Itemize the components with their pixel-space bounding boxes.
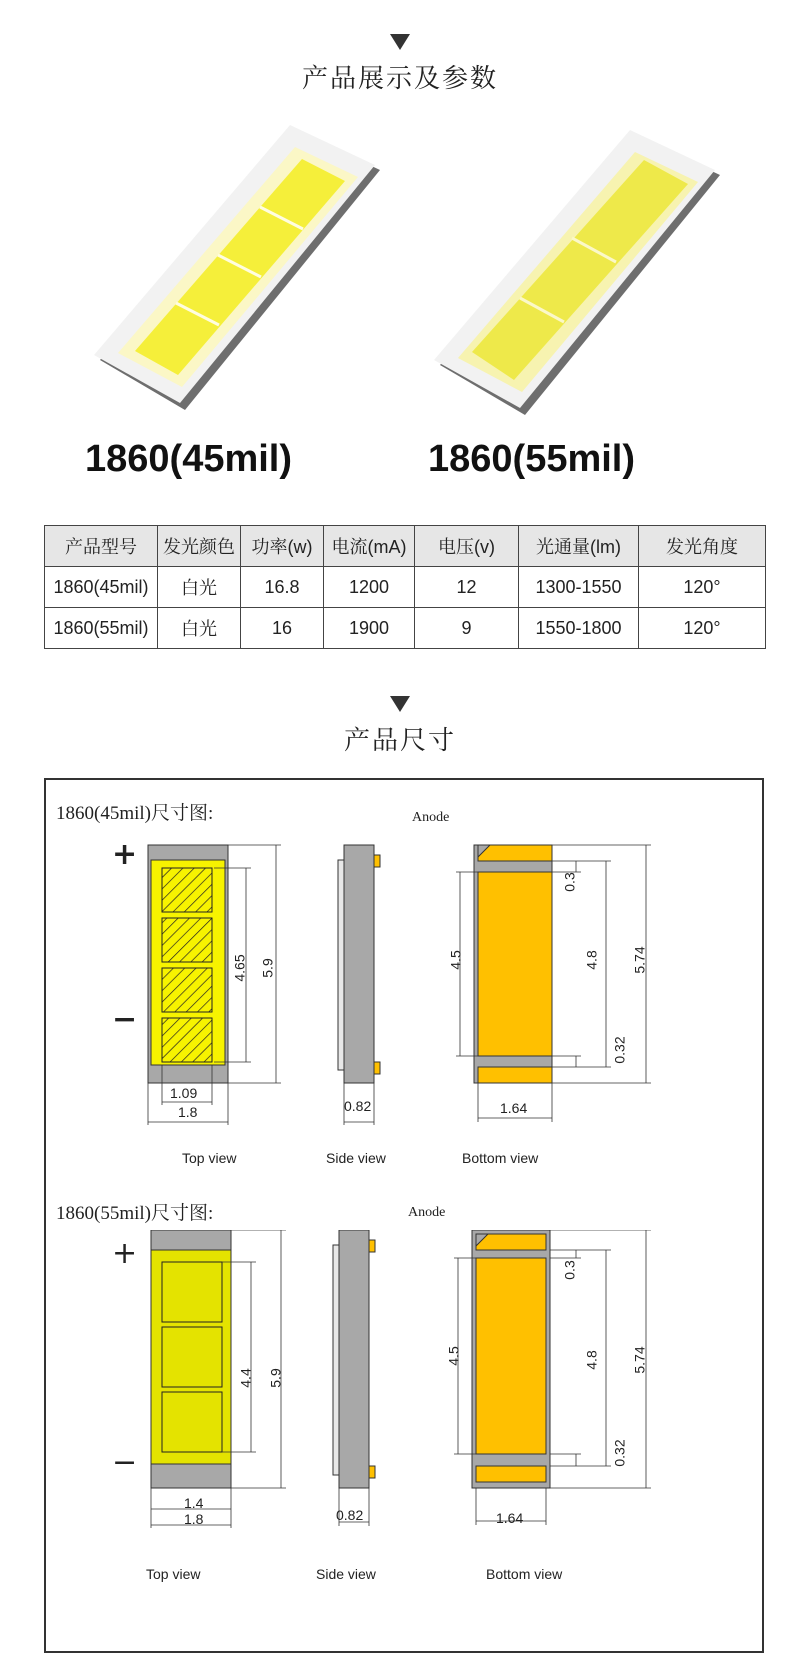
table-cell: 120° [639,608,766,649]
side-view-55mil [321,1230,401,1530]
product-image-45mil [90,125,390,425]
view-label: Bottom view [486,1566,563,1582]
drawing-caption: 1860(45mil)尺寸图: [56,803,214,824]
dim-bottom-bot: 0.32 [611,1036,628,1064]
dim-bottom-outer: 5.74 [631,1346,648,1374]
view-label: Top view [182,1150,237,1166]
dim-bottom-top: 0.3 [561,1260,578,1280]
plus-terminal-icon: + [112,1236,138,1271]
table-cell: 1300-1550 [519,567,639,608]
down-arrow-icon [390,696,410,712]
dim-bottom-width: 1.64 [496,1510,524,1526]
table-header-cell: 电压(v) [415,526,519,567]
product-name-55mil: 1860(55mil) [428,438,636,480]
dim-height-outer: 5.9 [267,1368,284,1388]
dim-side-width: 0.82 [344,1098,372,1114]
plus-terminal-icon: + [112,837,138,872]
table-cell: 120° [639,567,766,608]
table-header-row [45,526,766,567]
table-cell: 1860(55mil) [45,608,158,649]
table-cell: 1860(45mil) [45,567,158,608]
dim-bottom-outer: 5.74 [631,946,648,974]
dim-bottom-mid: 4.8 [583,1350,600,1370]
dim-height-inner: 4.4 [237,1368,254,1388]
dim-height-inner: 4.65 [231,954,248,982]
table-cell: 1550-1800 [519,608,639,649]
table-header-cell: 产品型号 [45,526,158,567]
view-label: Side view [316,1566,376,1582]
table-header-cell: 发光角度 [639,526,766,567]
table-row [45,608,766,649]
table-cell: 12 [415,567,519,608]
spec-table [44,525,766,649]
dim-width-outer: 1.8 [184,1511,204,1527]
anode-label: Anode [408,1205,446,1220]
dim-bottom-bot: 0.32 [611,1439,628,1467]
view-label: Top view [146,1566,201,1582]
table-header-cell: 电流(mA) [324,526,415,567]
dim-bottom-top: 0.3 [561,872,578,892]
dim-width-inner: 1.09 [170,1085,198,1101]
table-header-cell: 发光颜色 [158,526,241,567]
table-cell: 1200 [324,567,415,608]
table-cell: 16 [241,608,324,649]
product-image-55mil [430,130,730,420]
minus-terminal-icon: − [112,1445,138,1480]
section-title-products: 产品展示及参数 [301,64,498,94]
table-cell: 1900 [324,608,415,649]
table-row [45,567,766,608]
dim-side-width: 0.82 [336,1507,364,1523]
dim-bottom-mid: 4.8 [583,950,600,970]
table-cell: 白光 [158,608,241,649]
down-arrow-icon [390,34,410,50]
side-view-45mil [326,840,406,1130]
anode-label: Anode [412,810,450,825]
dim-bottom-left: 4.5 [445,1346,462,1366]
dimension-drawing-frame [44,778,764,1653]
table-header-cell: 光通量(lm) [519,526,639,567]
dim-width-outer: 1.8 [178,1104,198,1120]
dim-bottom-width: 1.64 [500,1100,528,1116]
table-cell: 16.8 [241,567,324,608]
view-label: Side view [326,1150,386,1166]
table-cell: 9 [415,608,519,649]
section-title-dimensions: 产品尺寸 [343,726,456,756]
view-label: Bottom view [462,1150,539,1166]
dim-height-outer: 5.9 [259,958,276,978]
dim-bottom-left: 4.5 [447,950,464,970]
minus-terminal-icon: − [112,1002,138,1037]
table-header-cell: 功率(w) [241,526,324,567]
product-name-45mil: 1860(45mil) [85,438,293,480]
dim-width-inner: 1.4 [184,1495,204,1511]
table-cell: 白光 [158,567,241,608]
drawing-caption: 1860(55mil)尺寸图: [56,1203,214,1224]
